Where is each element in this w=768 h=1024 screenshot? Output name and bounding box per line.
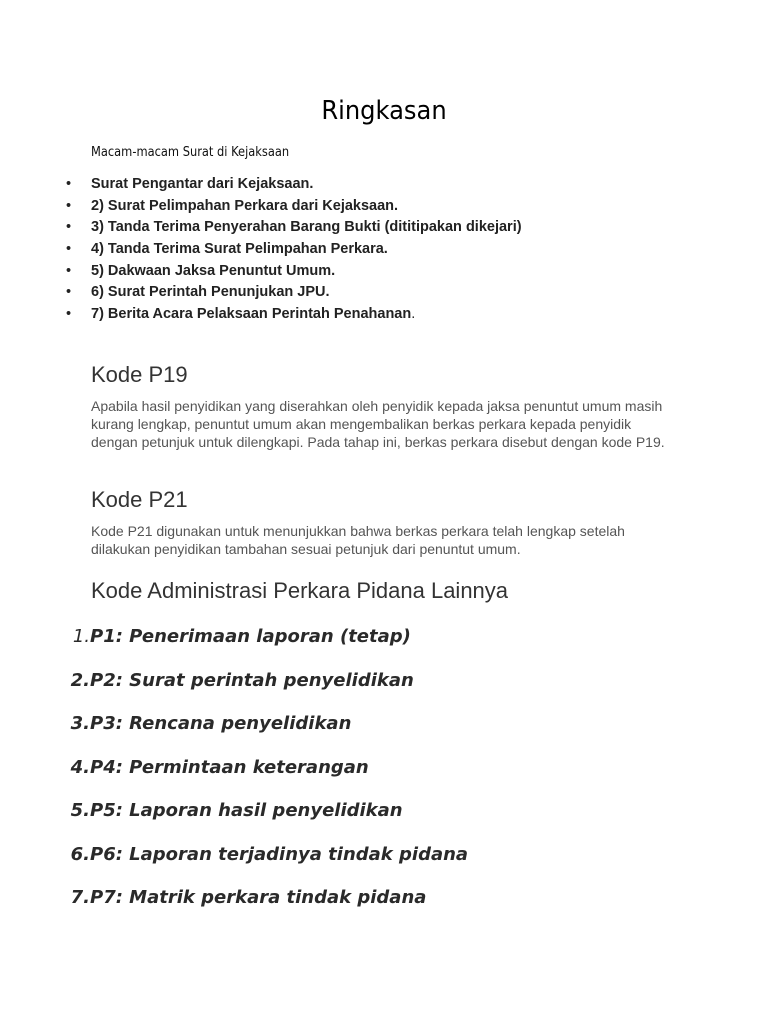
list-number: 1. (72, 626, 90, 647)
list-item (66, 239, 522, 261)
list-item-text: 6) Surat Perintah Penunjukan JPU. (91, 284, 330, 301)
list-item (66, 174, 522, 196)
list-item-text: P7: Matrik perkara tindak pidana (90, 887, 427, 908)
section-body-p21: Kode P21 digunakan untuk menunjukkan bahwa berkas perkara telah lengkap setelah dilakukan penyidikan tambahan sesuai petunjuk dari penuntut umum. (91, 523, 625, 557)
bullet-icon: • (66, 284, 72, 301)
list-item-text: P3: Rencana penyelidikan (90, 713, 352, 734)
page-title: Ringkasan (321, 96, 447, 126)
bullet-list (66, 174, 522, 326)
list-item (66, 196, 522, 218)
list-item-text: 2) Surat Pelimpahan Perkara dari Kejaksaan. (91, 197, 399, 214)
list-item (66, 217, 522, 239)
list-item-text: 4) Tanda Terima Surat Pelimpahan Perkara. (91, 241, 388, 258)
bullet-icon: • (66, 241, 72, 258)
bullet-icon: • (66, 306, 72, 323)
list-item (66, 282, 522, 304)
list-item-text: P6: Laporan terjadinya tindak pidana (90, 843, 469, 865)
list-number: 4. (70, 756, 90, 778)
section-heading-p21: Kode P21 (91, 487, 188, 512)
section-heading-other-codes: Kode Administrasi Perkara Pidana Lainnya (91, 578, 509, 603)
list-number: 5. (70, 800, 90, 821)
list-item-text: 7) Berita Acara Pelaksaan Perintah Penahanan (91, 306, 412, 323)
list-number: 6. (70, 843, 90, 865)
bullet-icon: • (66, 176, 72, 192)
section-body-p19: Apabila hasil penyidikan yang diserahkan oleh penyidik kepada jaksa penuntut umum masih kurang lengkap, penuntut umum akan mengembalikan berkas perkara kepada penyidik dengan petunjuk untuk dilengkapi. Pada tahap ini, berkas perkara disebut dengan kode P19. (91, 398, 665, 450)
list-item-text: 3) Tanda Terima Penyerahan Barang Bukti (dititipakan dikejari) (91, 219, 522, 236)
list-item-text: P5: Laporan hasil penyelidikan (90, 800, 403, 821)
subtitle: Macam-macam Surat di Kejaksaan (91, 145, 290, 160)
list-item-text: P4: Permintaan keterangan (90, 756, 369, 778)
bullet-icon: • (66, 262, 72, 279)
list-item-tail: . (411, 306, 416, 323)
bullet-icon: • (66, 219, 72, 236)
list-item-text: P2: Surat perintah penyelidikan (90, 669, 414, 691)
list-item (66, 261, 522, 283)
list-item-text: 5) Dakwaan Jaksa Penuntut Umum. (91, 262, 336, 279)
bullet-icon: • (66, 197, 72, 214)
list-item-text: P1: Penerimaan laporan (tetap) (90, 626, 411, 647)
list-number: 7. (70, 887, 90, 908)
list-number: 3. (70, 713, 90, 734)
list-item (66, 304, 522, 326)
list-item-text: Surat Pengantar dari Kejaksaan. (91, 176, 314, 192)
list-number: 2. (70, 669, 90, 691)
section-heading-p19: Kode P19 (91, 362, 188, 387)
